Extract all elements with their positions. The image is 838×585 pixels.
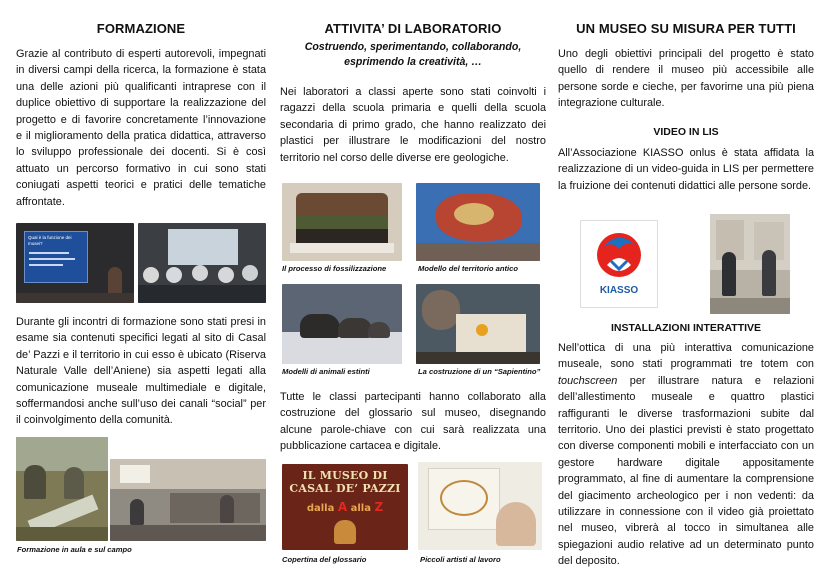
mammoth-model [338,318,372,338]
column-museo-per-tutti [558,0,814,585]
formazione-title: FORMAZIONE [96,21,186,36]
museo-title: UN MUSEO SU MISURA PER TUTTI [576,21,796,36]
mammoth-model [300,314,340,338]
cover-subtitle [282,500,408,514]
laboratorio-subtitle-2: esprimendo la creatività, … [344,56,482,68]
laboratorio-subtitle-1: Costruendo, sperimentando, collaborando, [304,41,522,53]
caption-extinct-animals: Modelli di animali estinti [282,367,370,376]
cover-alla: alla [350,503,371,514]
caption-glossary-cover: Copertina del glossario [282,555,367,564]
glossary-cover [282,464,408,550]
laboratorio-paragraph-2: Tutte le classi partecipanti hanno collaborato alla costruzione del glossario sul museo, disegnando alcune parole-chiave con cui sarà realizzata una pubblicazione cartacea e digitale. [280,391,546,453]
photo-sapientino [416,284,540,364]
photo-classroom-slide [16,223,134,303]
slide-text: Qual è la funzione dei musei? [28,235,72,246]
caption-fossilization: Il processo di fossilizzazione [282,264,387,273]
photo-lab-room [110,459,266,541]
interpreter-figure [762,250,776,296]
photo-field-activity [16,437,108,541]
photo-fossilization [282,183,402,261]
kiasso-logo-text: KIASSO [599,285,639,296]
photo-territory-model [416,183,540,261]
caption-sapientino: La costruzione di un “Sapientino” [418,367,541,376]
touchscreen-term: touchscreen [558,374,618,387]
cover-letter-a: A [337,500,348,514]
formazione-paragraph-1: Grazie al contributo di esperti autorevoli, impegnati in diversi campi della ricerca, la formazione è stata una delle azioni più qualificanti intraprese con il duplice obiettivo di supportare la realizzazione del progetto e di favorire concretamente l’innovazione e il miglioramento della pratica didattica, attraverso lo sviluppo professionale dei docenti. Si è così attuato un percorso formativo in cui sono stati coniugati aspetti teorici e pratici delle tematiche affrontate. [16,48,266,208]
laboratorio-title: ATTIVITA’ DI LABORATORIO [324,21,502,36]
cover-title-line-2: CASAL DE’ PAZZI [289,482,401,495]
formazione-caption: Formazione in aula e sul campo [17,545,132,554]
photo-extinct-animals [282,284,402,364]
museo-paragraph-3: Nell’ottica di una più interattiva comunicazione museale, sono stati programmati tre totem con touchscreen per illustrare natura e relazioni dell’allestimento museale e quattro plastici raffiguranti le diverse trasformazioni subite dal territorio. Uno dei plastici previsti è stato progettato con diverse componenti mobili e interfacciato con un gestore hardware digitale appositamente programmato, al fine di aumentare la comprensione del giacimento archeologico per i non vedenti: da utilizzare in connessione con il video già proiettato nel museo, vibrerà al tocco in simultanea alle spiegazioni audio relative ad un determinato punto del deposito. [558,342,814,568]
laboratorio-paragraph-1: Nei laboratori a classi aperte sono stati coinvolti i ragazzi della scuola primaria e quelli della scuola secondaria di primo grado, che hanno realizzato dei plastici per illustrare le modificazioni del nostro territorio nel corso delle diverse ere geologiche. [280,86,546,164]
caption-territory-model: Modello del territorio antico [418,264,518,273]
cover-dalla: dalla [306,503,335,514]
photo-lis-presentation [710,214,790,314]
projection-screen [24,231,88,283]
installazioni-heading: INSTALLAZIONI INTERATTIVE [610,322,762,334]
formazione-paragraph-2: Durante gli incontri di formazione sono stati presi in esame sia contenuti specifici legati al sito di Casal de’ Pazzi e il territorio in cui esso è ubicato (Riserva Naturale Valle dell’Aniene) sia aspetti legati alla comunicazione museale multimediale e digitale, soffermandosi anche sull’uso dei canali “social” per il coinvolgimento della comunità. [16,316,266,427]
photo-classroom-audience [138,223,266,303]
column-formazione [16,0,266,585]
video-lis-heading: VIDEO IN LIS [653,126,719,138]
photo-little-artists [418,462,542,550]
museo-paragraph-1: Uno degli obiettivi principali del progetto è stato quello di rendere il museo più accessibile alle persone sorde e cieche, per favorirne una più piena integrazione culturale. [558,48,814,110]
cover-letter-z: Z [374,500,384,514]
kiasso-logo [580,220,658,308]
museo-paragraph-2: All’Associazione KIASSO onlus è stata affidata la realizzazione di un video-guida in LIS per permettere la fruizione dei contenuti didattici alle persone sorde. [558,147,814,192]
column-laboratorio [280,0,546,585]
interpreter-figure [722,252,736,296]
cover-title-line-1: IL MUSEO DI [302,469,388,482]
cover-illustration [334,520,356,544]
caption-little-artists: Piccoli artisti al lavoro [420,555,501,564]
